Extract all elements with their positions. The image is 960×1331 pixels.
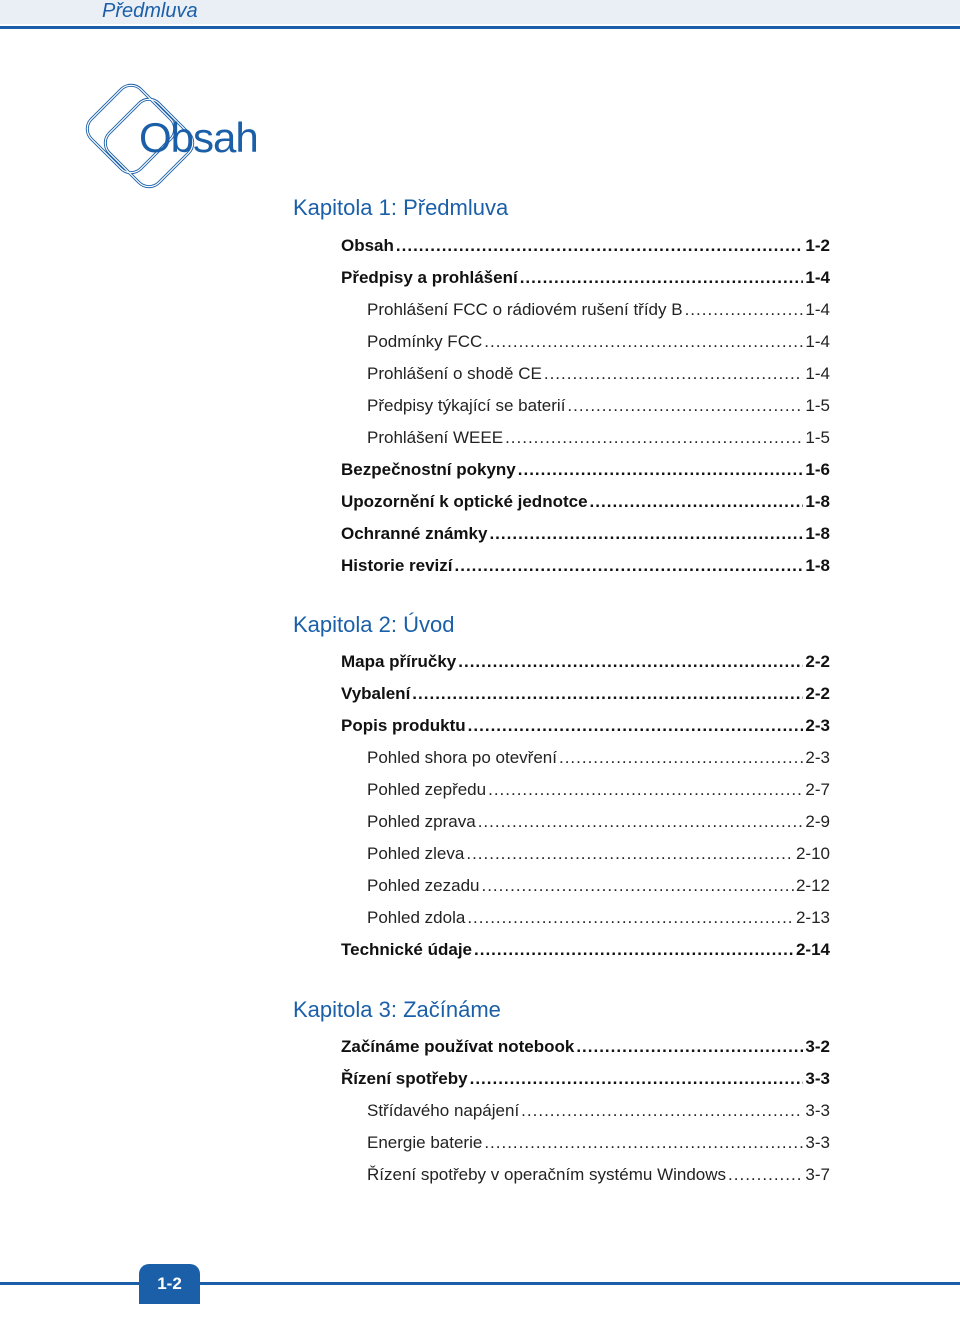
toc-dot-leader (466, 842, 794, 866)
toc-entry[interactable] (367, 394, 830, 418)
toc-dot-leader (567, 394, 803, 418)
toc-dot-leader (728, 1163, 803, 1187)
toc-entry-page: 2-9 (805, 812, 830, 831)
toc-entry-page: 1-5 (805, 428, 830, 447)
toc-entry[interactable] (341, 938, 830, 962)
header-rule (0, 26, 960, 29)
toc-entry-page: 1-5 (805, 396, 830, 415)
toc-entry-page: 1-8 (805, 524, 830, 543)
toc-entry[interactable] (341, 234, 830, 258)
toc-entry[interactable] (367, 1163, 830, 1187)
toc-dot-leader (685, 298, 804, 322)
toc-entry-page: 1-8 (805, 556, 830, 575)
toc-entry-page: 2-2 (805, 652, 830, 671)
toc-entry[interactable] (341, 650, 830, 674)
toc-entry[interactable] (367, 874, 830, 898)
toc-dot-leader (458, 650, 803, 674)
toc-entry[interactable] (341, 458, 830, 482)
toc-entry-page: 2-14 (795, 940, 830, 959)
toc-entry-page: 2-3 (805, 716, 830, 735)
toc-dot-leader (396, 234, 804, 258)
toc-entry[interactable] (367, 842, 830, 866)
toc-entry[interactable] (367, 298, 830, 322)
toc-entry[interactable] (341, 554, 830, 578)
running-header-title: Předmluva (102, 0, 198, 22)
toc-entry-label: Obsah (341, 236, 394, 255)
toc-dot-leader (468, 714, 804, 738)
toc-entry-label: Začínáme používat notebook (341, 1037, 575, 1056)
toc-entry-page: 2-2 (805, 684, 830, 703)
toc-entry[interactable] (341, 266, 830, 290)
toc-entry-page: 3-2 (805, 1037, 830, 1056)
toc-dot-leader (576, 1035, 803, 1059)
toc-entry-label: Řízení spotřeby (341, 1069, 468, 1088)
toc-entry[interactable] (367, 1099, 830, 1123)
toc-entry-label: Vybalení (341, 684, 411, 703)
toc-entry-label: Pohled shora po otevření (367, 748, 557, 767)
toc-dot-leader (518, 458, 804, 482)
toc-entry-page: 3-3 (805, 1069, 830, 1088)
toc-entry-page: 1-6 (805, 460, 830, 479)
toc-entry-page: 1-4 (805, 364, 830, 383)
toc-entry-page: 2-12 (795, 876, 830, 895)
toc-entry[interactable] (341, 1067, 830, 1091)
toc-entry-page: 1-4 (805, 268, 830, 287)
toc-entry-label: Pohled zepředu (367, 780, 487, 799)
toc-entry-page: 3-7 (805, 1165, 830, 1184)
toc-entry[interactable] (341, 1035, 830, 1059)
toc-entry-label: Ochranné známky (341, 524, 488, 543)
chapter-heading: Kapitola 2: Úvod (293, 612, 455, 637)
toc-dot-leader (488, 778, 803, 802)
toc-dot-leader (484, 1131, 803, 1155)
toc-dot-leader (474, 938, 794, 962)
toc-entry-label: Pohled zprava (367, 812, 476, 831)
toc-entry-label: Upozornění k optické jednotce (341, 492, 588, 511)
toc-entry[interactable] (341, 714, 830, 738)
toc-entry-page: 1-4 (805, 300, 830, 319)
toc-dot-leader (484, 330, 803, 354)
page-number-tab (139, 1264, 200, 1304)
toc-entry-label: Mapa příručky (341, 652, 457, 671)
chapter-heading: Kapitola 1: Předmluva (293, 195, 509, 220)
toc-entry[interactable] (367, 810, 830, 834)
toc-entry[interactable] (367, 746, 830, 770)
toc-entry-page: 1-4 (805, 332, 830, 351)
toc-dot-leader (505, 426, 803, 450)
toc-entry-label: Pohled zleva (367, 844, 465, 863)
toc-dot-leader (412, 682, 803, 706)
toc-entry-label: Bezpečnostní pokyny (341, 460, 516, 479)
toc-dot-leader (478, 810, 804, 834)
toc-entry-label: Prohlášení WEEE (367, 428, 504, 447)
toc-dot-leader (481, 874, 793, 898)
toc-entry-page: 2-13 (795, 908, 830, 927)
toc-entry[interactable] (367, 330, 830, 354)
toc-entry-page: 3-3 (805, 1133, 830, 1152)
page-title: Obsah (139, 114, 258, 161)
toc-entry-label: Prohlášení o shodě CE (367, 364, 542, 383)
toc-entry[interactable] (367, 362, 830, 386)
toc-entry-label: Energie baterie (367, 1133, 483, 1152)
toc-dot-leader (521, 1099, 803, 1123)
toc-entry-label: Pohled zezadu (367, 876, 480, 895)
toc-dot-leader (455, 554, 804, 578)
toc-entry-label: Střídavého napájení (367, 1101, 520, 1120)
toc-dot-leader (489, 522, 803, 546)
toc-dot-leader (544, 362, 804, 386)
toc-entry-page: 2-10 (795, 844, 830, 863)
toc-entry[interactable] (341, 490, 830, 514)
toc-entry-label: Popis produktu (341, 716, 466, 735)
toc-entry-page: 2-3 (805, 748, 830, 767)
toc-entry[interactable] (367, 906, 830, 930)
toc-entry-label: Předpisy a prohlášení (341, 268, 518, 287)
toc-entry-label: Řízení spotřeby v operačním systému Windows (367, 1165, 727, 1184)
toc-entry-page: 1-8 (805, 492, 830, 511)
toc-entry-label: Pohled zdola (367, 908, 466, 927)
toc-entry[interactable] (367, 778, 830, 802)
toc-entry-page: 2-7 (805, 780, 830, 799)
toc-entry-page: 1-2 (805, 236, 830, 255)
page-number: 1-2 (157, 1274, 182, 1293)
toc-entry-label: Podmínky FCC (367, 332, 483, 351)
toc-entry-label: Technické údaje (341, 940, 473, 959)
toc-dot-leader (520, 266, 804, 290)
toc-entry-label: Předpisy týkající se baterií (367, 396, 566, 415)
toc-entry-label: Historie revizí (341, 556, 453, 575)
toc-dot-leader (470, 1067, 804, 1091)
toc-entry[interactable] (341, 682, 830, 706)
toc-entry-page: 3-3 (805, 1101, 830, 1120)
toc-entry[interactable] (367, 426, 830, 450)
toc-entry-label: Prohlášení FCC o rádiovém rušení třídy B (367, 300, 683, 319)
toc-dot-leader (467, 906, 794, 930)
toc-dot-leader (590, 490, 804, 514)
chapter-heading: Kapitola 3: Začínáme (293, 997, 501, 1022)
toc-entry[interactable] (341, 522, 830, 546)
toc-entry[interactable] (367, 1131, 830, 1155)
toc-dot-leader (559, 746, 803, 770)
